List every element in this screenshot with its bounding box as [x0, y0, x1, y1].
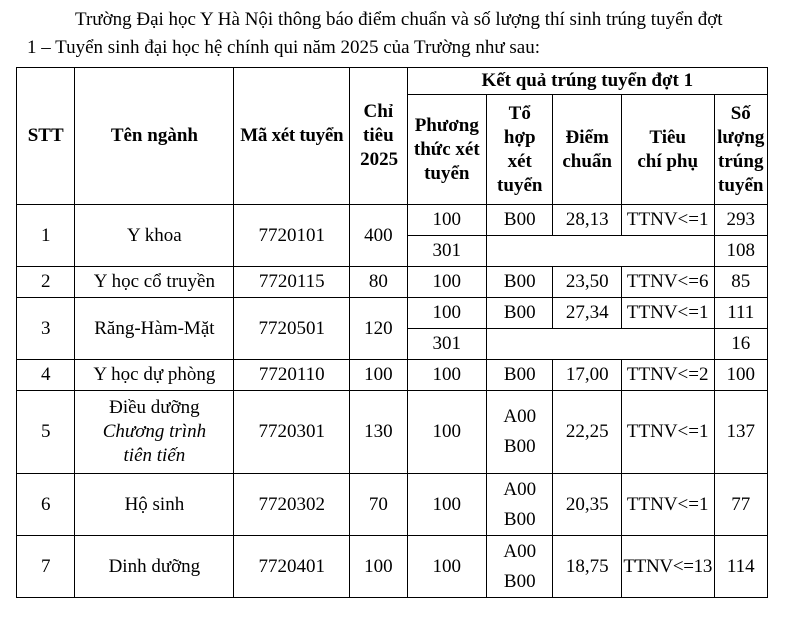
cell-ma-xet-tuyen: 7720302 [234, 474, 350, 536]
cell-so-luong: 137 [714, 391, 768, 474]
cell-diem-chuan: 18,75 [553, 536, 621, 598]
cell-diem-chuan: 22,25 [553, 391, 621, 474]
cell-stt: 7 [17, 536, 75, 598]
header-row-1 [17, 68, 768, 95]
to-hop-1: A00 [503, 540, 537, 562]
cell-stt: 5 [17, 391, 75, 474]
cell-chi-tieu: 100 [350, 536, 407, 598]
cell-stt: 6 [17, 474, 75, 536]
cell-so-luong: 100 [714, 360, 768, 391]
cell-tieu-chi-phu: TTNV<=13 [621, 536, 714, 598]
header-tieu-chi-phu: Tiêu chí phụ [621, 95, 714, 205]
cell-phuong-thuc: 301 [407, 329, 487, 360]
cell-diem-chuan: 28,13 [553, 205, 621, 236]
to-hop-2: B00 [503, 508, 536, 530]
intro-line-2: 1 – Tuyển sinh đại học hệ chính qui năm 2025 của Trường như sau: [27, 37, 541, 58]
cell-stt: 4 [17, 360, 75, 391]
ten-nganh-main: Điều dưỡng [109, 397, 200, 418]
ten-nganh-sub2: tiên tiến [123, 445, 186, 466]
cell-so-luong: 293 [714, 205, 768, 236]
to-hop-2: B00 [503, 570, 536, 592]
cell-ma-xet-tuyen: 7720501 [234, 298, 350, 360]
cell-ten-nganh: Y học dự phòng [75, 360, 234, 391]
cell-phuong-thuc: 100 [407, 205, 487, 236]
cell-phuong-thuc: 100 [407, 298, 487, 329]
header-to-hop: Tổ hợp xét tuyển [487, 95, 553, 205]
to-hop-2: B00 [503, 436, 536, 457]
header-diem-chuan: Điểm chuẩn [553, 95, 621, 205]
cell-diem-chuan: 17,00 [553, 360, 621, 391]
cell-empty [487, 329, 714, 360]
intro-paragraph [27, 6, 772, 62]
cell-so-luong: 114 [714, 536, 768, 598]
cell-so-luong: 77 [714, 474, 768, 536]
cell-to-hop: B00 [487, 205, 553, 236]
cell-stt: 2 [17, 267, 75, 298]
cell-to-hop: B00 [487, 267, 553, 298]
cell-tieu-chi-phu: TTNV<=1 [621, 205, 714, 236]
cell-ma-xet-tuyen: 7720101 [234, 205, 350, 267]
cell-so-luong: 108 [714, 236, 768, 267]
cell-diem-chuan: 20,35 [553, 474, 621, 536]
to-hop-1: A00 [503, 406, 537, 427]
to-hop-1: A00 [503, 478, 537, 500]
cell-ten-nganh: Y học cổ truyền [75, 267, 234, 298]
table-row [17, 205, 768, 236]
cell-empty [487, 236, 714, 267]
cell-phuong-thuc: 100 [407, 267, 487, 298]
cell-ten-nganh: Dinh dưỡng [75, 536, 234, 598]
cell-chi-tieu: 130 [350, 391, 407, 474]
cell-phuong-thuc: 100 [407, 360, 487, 391]
cell-tieu-chi-phu: TTNV<=2 [621, 360, 714, 391]
table-row [17, 298, 768, 329]
header-phuong-thuc: Phương thức xét tuyển [407, 95, 487, 205]
admission-results-table [16, 67, 768, 598]
table-row [17, 267, 768, 298]
table-row [17, 536, 768, 598]
cell-to-hop: B00 [487, 298, 553, 329]
header-chi-tieu: Chỉ tiêu 2025 [350, 68, 407, 205]
cell-phuong-thuc: 100 [407, 474, 487, 536]
cell-ten-nganh [75, 391, 234, 474]
cell-ma-xet-tuyen: 7720110 [234, 360, 350, 391]
ten-nganh-sub1: Chương trình [102, 421, 207, 442]
cell-chi-tieu: 80 [350, 267, 407, 298]
cell-phuong-thuc: 100 [407, 391, 487, 474]
cell-to-hop: B00 [487, 360, 553, 391]
header-ten-nganh: Tên ngành [75, 68, 234, 205]
cell-to-hop [487, 536, 553, 598]
cell-so-luong: 111 [714, 298, 768, 329]
intro-line-1: Trường Đại học Y Hà Nội thông báo điểm chuẩn và số lượng thí sinh trúng tuyển đợt [75, 9, 723, 30]
cell-so-luong: 85 [714, 267, 768, 298]
cell-chi-tieu: 100 [350, 360, 407, 391]
cell-phuong-thuc: 100 [407, 536, 487, 598]
cell-tieu-chi-phu: TTNV<=1 [621, 298, 714, 329]
cell-diem-chuan: 23,50 [553, 267, 621, 298]
header-ma-xet-tuyen: Mã xét tuyển [234, 68, 350, 205]
header-ket-qua-group: Kết quả trúng tuyển đợt 1 [407, 68, 767, 95]
cell-ten-nganh: Hộ sinh [75, 474, 234, 536]
table-row [17, 391, 768, 474]
cell-chi-tieu: 70 [350, 474, 407, 536]
cell-to-hop [487, 474, 553, 536]
cell-chi-tieu: 400 [350, 205, 407, 267]
cell-tieu-chi-phu: TTNV<=1 [621, 391, 714, 474]
cell-tieu-chi-phu: TTNV<=1 [621, 474, 714, 536]
header-so-luong: Số lượng trúng tuyển [714, 95, 768, 205]
table-row [17, 360, 768, 391]
header-stt: STT [17, 68, 75, 205]
cell-ten-nganh: Răng-Hàm-Mặt [75, 298, 234, 360]
cell-stt: 3 [17, 298, 75, 360]
cell-ma-xet-tuyen: 7720115 [234, 267, 350, 298]
cell-stt: 1 [17, 205, 75, 267]
cell-to-hop [487, 391, 553, 474]
cell-ma-xet-tuyen: 7720301 [234, 391, 350, 474]
cell-chi-tieu: 120 [350, 298, 407, 360]
cell-phuong-thuc: 301 [407, 236, 487, 267]
cell-diem-chuan: 27,34 [553, 298, 621, 329]
table-row [17, 474, 768, 536]
cell-ten-nganh: Y khoa [75, 205, 234, 267]
cell-ma-xet-tuyen: 7720401 [234, 536, 350, 598]
cell-tieu-chi-phu: TTNV<=6 [621, 267, 714, 298]
cell-so-luong: 16 [714, 329, 768, 360]
